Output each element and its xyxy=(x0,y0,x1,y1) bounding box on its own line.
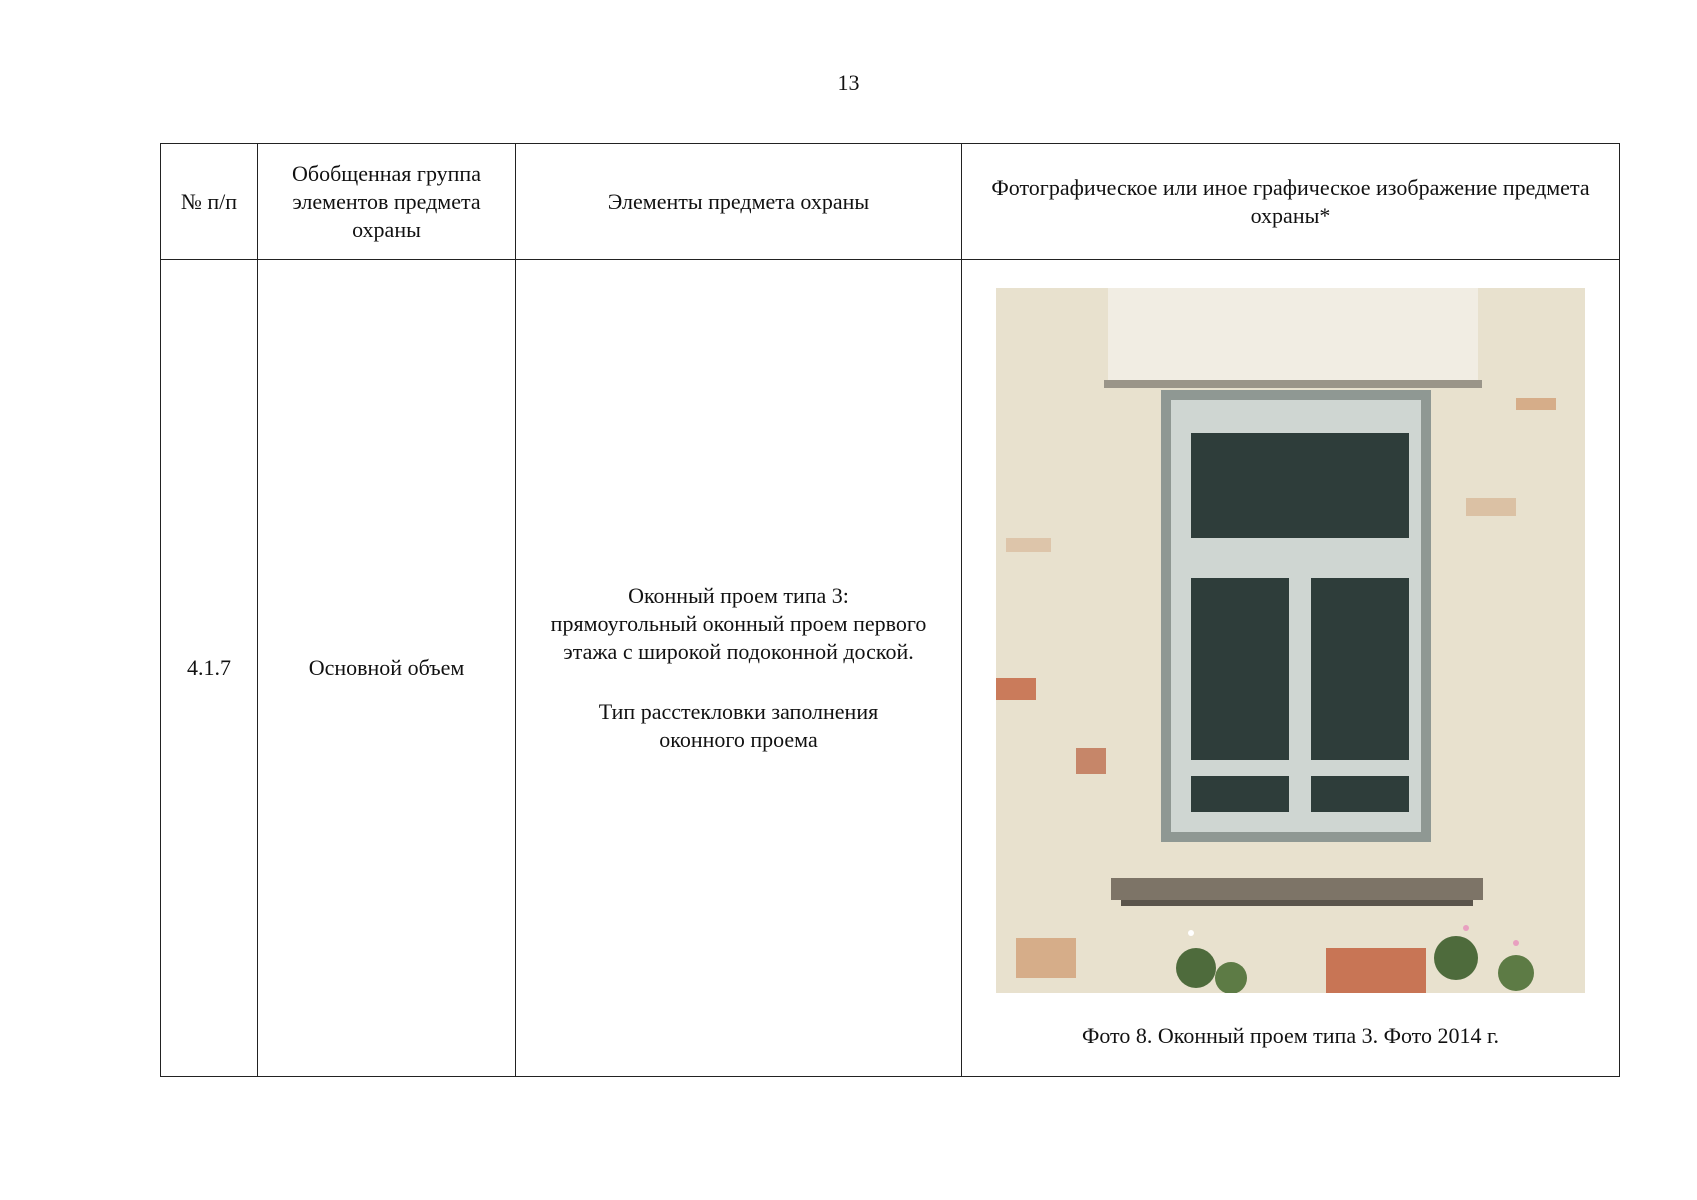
row-elements xyxy=(516,260,962,1077)
heritage-table xyxy=(160,143,1620,1077)
window-photo-image xyxy=(996,288,1585,993)
elements-title: Оконный проем типа 3: xyxy=(628,583,849,608)
elements-line: прямоугольный оконный проем первого xyxy=(550,611,927,636)
row-image xyxy=(962,260,1620,1077)
table-row xyxy=(161,260,1620,1077)
header-number: № п/п xyxy=(161,144,258,260)
header-elements: Элементы предмета охраны xyxy=(516,144,962,260)
page-number: 13 xyxy=(837,70,860,95)
header-image: Фотографическое или иное графическое изображение предмета охраны* xyxy=(962,144,1620,260)
elements-line: оконного проема xyxy=(659,727,818,752)
window-photo xyxy=(996,288,1585,993)
header-group: Обобщенная группа элементов предмета охраны xyxy=(258,144,516,260)
elements-line: Тип расстекловки заполнения xyxy=(598,699,879,724)
photo-caption: Фото 8. Оконный проем типа 3. Фото 2014 г. xyxy=(1081,1023,1500,1048)
table-header-row xyxy=(161,144,1620,260)
row-group: Основной объем xyxy=(258,260,516,1077)
elements-line: этажа с широкой подоконной доской. xyxy=(563,639,914,664)
row-number: 4.1.7 xyxy=(161,260,258,1077)
